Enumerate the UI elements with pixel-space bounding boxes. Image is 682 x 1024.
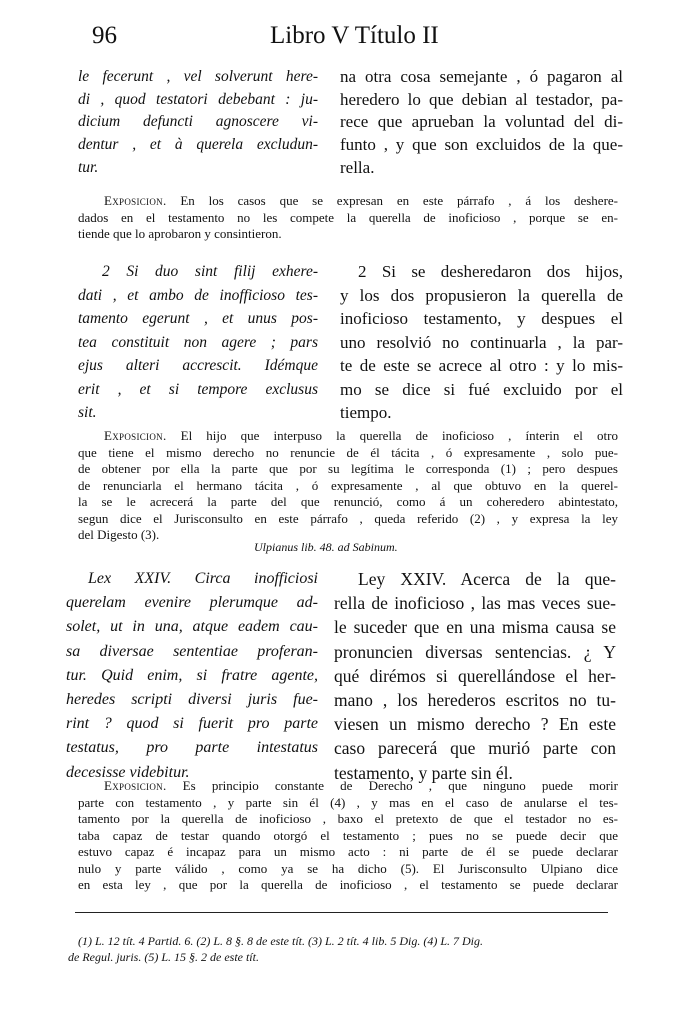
latin-line: tamento egerunt , et unus pos- (78, 310, 318, 327)
exposicion-line: dados en el testamento no les compete la querella de inoficioso , porque se en- (78, 209, 618, 225)
footnote-line: de Regul. juris. (5) L. 15 §. 2 de este tít. (68, 950, 259, 964)
spanish-column (340, 66, 623, 180)
spanish-line: rece que aprueban la voluntad del di- (340, 112, 623, 132)
spanish-column (340, 260, 623, 425)
latin-line: rint ? quod si fuerit pro parte (66, 715, 318, 733)
latin-line: heredes scripti diversi juris fue- (66, 691, 318, 709)
footnote-line: (1) L. 12 tít. 4 Partid. 6. (2) L. 8 §. 8 de este tít. (3) L. 2 tít. 4 lib. 5 Dig. (4) L. 7 Dig. (78, 934, 483, 948)
latin-line: tur. Quid enim, si fratre agente, (66, 666, 318, 684)
spanish-line: na otra cosa semejante , ó pagaron al (340, 67, 623, 86)
spanish-line: heredero lo que debian al testador, pa- (340, 89, 623, 109)
exposicion-line: estuvo capaz é incapaz para un mismo acto : ni parte de él se puede declarar (78, 844, 618, 859)
spanish-line: caso parecerá que murió parte con (334, 738, 616, 759)
spanish-line: mo se dice si fué excluido por el (340, 379, 623, 399)
latin-column (66, 567, 318, 785)
exposicion-line: Exposicion. En los casos que se expresan en este párrafo , á los deshere- (104, 193, 618, 208)
latin-line: dati , et ambo de inofficioso tes- (78, 286, 318, 304)
page-number: 96 (92, 22, 117, 49)
footnote-rule (75, 912, 608, 913)
latin-column (78, 66, 318, 180)
latin-line: sa diversae sententiae proferan- (66, 642, 318, 660)
spanish-line: le suceder que en una misma causa se (334, 617, 616, 638)
spanish-column (334, 567, 616, 785)
spanish-line: inoficioso testamento, y despues el (340, 309, 623, 328)
latin-line: dicium defuncti agnoscere vi- (78, 113, 318, 131)
spanish-line: testamento, y parte sin él. (334, 762, 513, 783)
latin-line: Lex XXIV. Circa inofficiosi (88, 570, 318, 587)
latin-line: le fecerunt , vel solverunt here- (78, 68, 318, 85)
spanish-line: Ley XXIV. Acerca de la que- (358, 569, 616, 589)
latin-line: di , quod testatori debebant : ju- (78, 90, 318, 108)
exposicion-line: en esta ley , que por la querella de inoficioso , el testamento se puede declarar (78, 877, 618, 892)
exposicion-line: segun dice el Jurisconsulto en este párrafo , queda referido (2) , y expresa la ley (78, 510, 618, 526)
spanish-line: 2 Si se desheredaron dos hijos, (358, 262, 623, 281)
latin-line: querelam evenire plerumque ad- (66, 594, 318, 612)
spanish-line: tiempo. (340, 403, 392, 422)
latin-line: tur. (78, 158, 99, 176)
source-citation: Ulpianus lib. 48. ad Sabinum. (254, 540, 398, 554)
exposicion-line: nulo y parte válido , como ya se ha dicho (5). El Jurisconsulto Ulpiano dice (78, 860, 618, 876)
spanish-line: rella. (340, 157, 375, 177)
exposicion-line: Exposicion. El hijo que interpuso la querella de inoficioso , ínterin el otro (104, 428, 618, 443)
exposicion-line: tiende que lo aprobaron y consintieron. (78, 226, 282, 241)
exposicion-label: Exposicion. (104, 428, 167, 443)
latin-line: tea constituit non agere ; pars (78, 333, 318, 351)
exposicion-line: tamento por la querella de inoficioso , baxo el pretexto de que el testador no es- (78, 811, 618, 826)
latin-line: sit. (78, 404, 97, 421)
exposicion-line: Exposicion. Es principio constante de Derecho , que ninguno puede morir (104, 778, 618, 793)
latin-column (78, 260, 318, 425)
latin-line: testatus, pro parte intestatus (66, 739, 318, 757)
exposicion-line: de renunciarla el hermano tácita , ó expresamente , al que obtuvo en la querel- (78, 477, 618, 493)
exposicion-line: que tiene el mismo derecho no renuncie de él tácita , ó expresamente , solo pue- (78, 444, 618, 460)
running-title: Libro V Título II (270, 22, 439, 49)
exposicion-line: taba capaz de testar quando otorgó el testamento ; pues no se puede decir que (78, 827, 618, 843)
exposicion-line: de obtener por ella la parte que por su legítima le corresponda (1) ; pero despues (78, 461, 618, 476)
latin-line: erit , et si tempore exclusus (78, 380, 318, 398)
exposicion-line: la se le acrecerá la parte del que renunció, como á un coheredero abintestato, (78, 494, 618, 509)
exposicion-line: del Digesto (3). (78, 527, 160, 542)
latin-line: dentur , et à querela excludun- (78, 136, 318, 154)
latin-line: decesisse videbitur. (66, 763, 190, 781)
exposicion-label: Exposicion. (104, 778, 167, 793)
spanish-line: y los dos propusieron la querella de (340, 285, 623, 305)
latin-line: ejus alteri accrescit. Idémque (78, 357, 318, 374)
exposicion-line: parte con testamento , y parte sin él (4) , y mas en el caso de anularse el tes- (78, 794, 618, 810)
spanish-line: uno resolvió no continuarla , la par- (340, 332, 623, 352)
exposicion-block (78, 428, 618, 544)
spanish-line: viesen un mismo derecho ? En este (334, 714, 616, 735)
exposicion-label: Exposicion. (104, 193, 167, 208)
spanish-line: mano , los herederos escritos no tu- (334, 690, 616, 711)
spanish-line: funto , y que son excluidos de la que- (340, 135, 623, 155)
footnotes (68, 933, 628, 965)
latin-line: 2 Si duo sint filij exhere- (102, 263, 318, 280)
spanish-line: qué dirémos si querellándose el her- (334, 665, 616, 686)
exposicion-block (78, 778, 618, 894)
spanish-line: pronuncien diversas sentencias. ¿ Y (334, 641, 616, 662)
latin-line: solet, ut in una, atque eadem cau- (66, 618, 318, 636)
exposicion-block (78, 193, 618, 243)
spanish-line: rella de inoficioso , las mas veces sue- (334, 593, 616, 614)
spanish-line: te de este se acrece al otro : y lo mis- (340, 356, 623, 375)
